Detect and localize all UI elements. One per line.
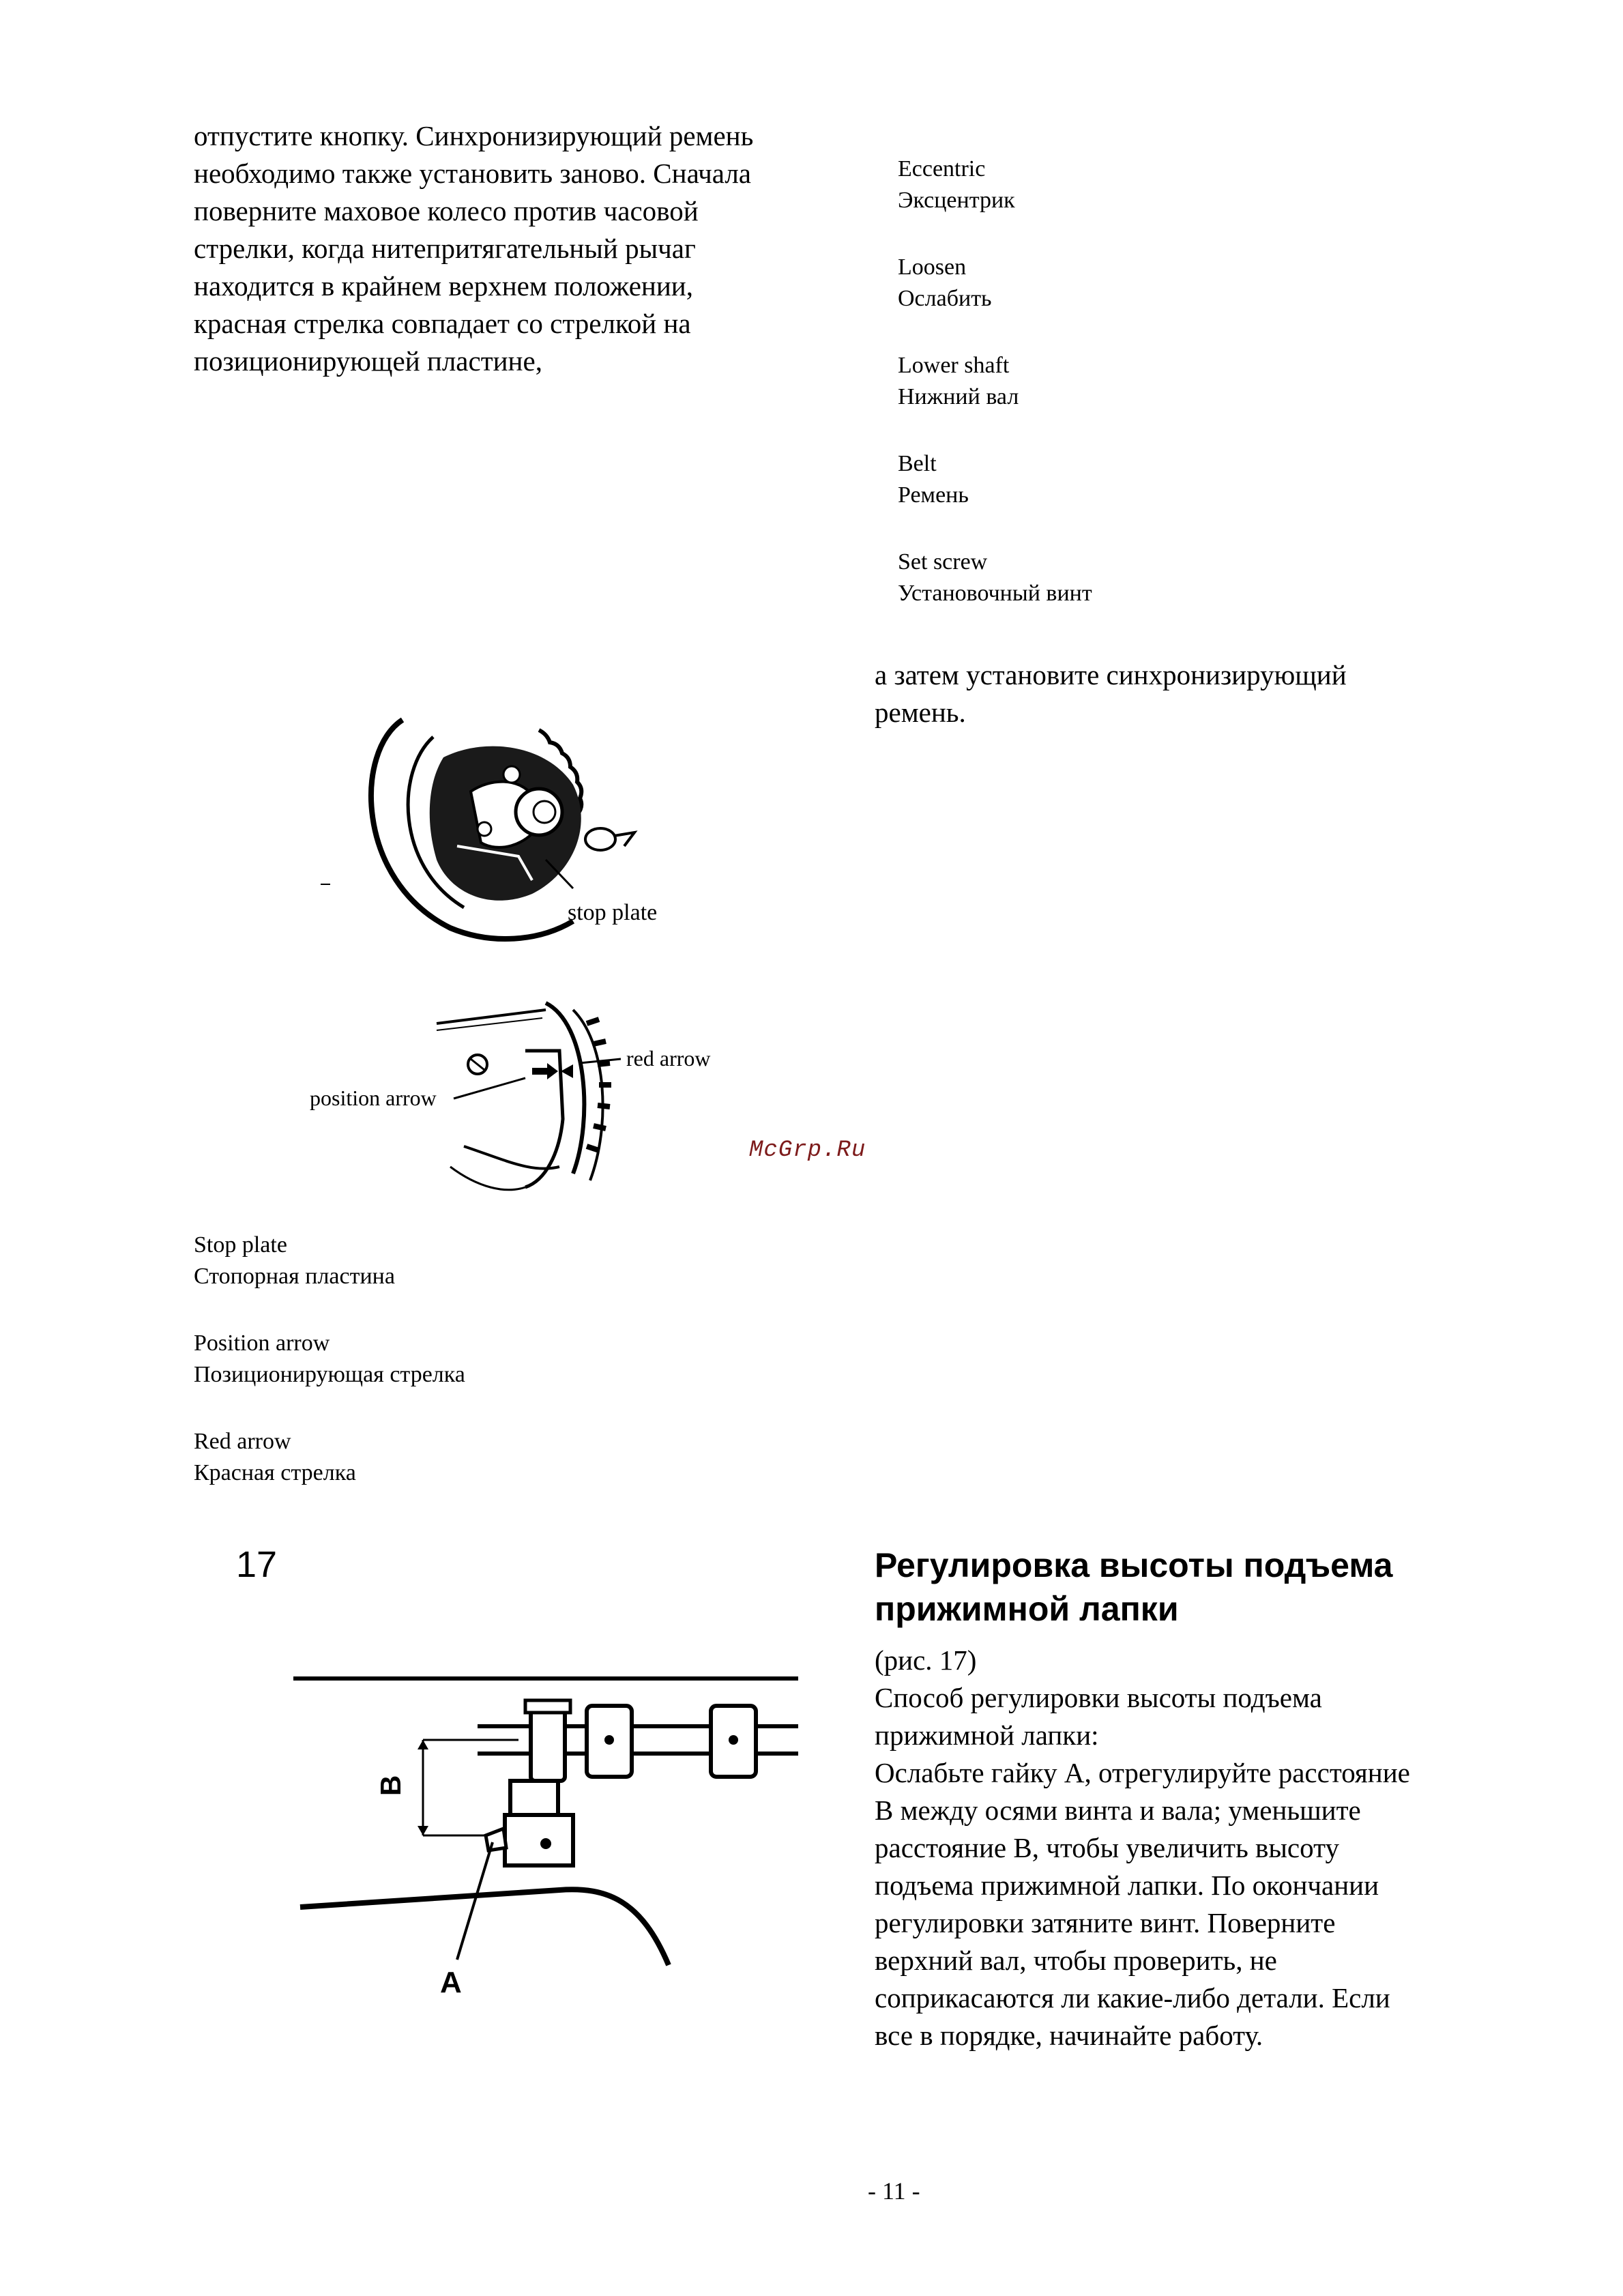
watermark: McGrp.Ru: [749, 1137, 866, 1163]
legend-item-ru: Ослабить: [898, 286, 992, 311]
red-arrow-label: red arrow: [626, 1046, 711, 1071]
legend-item: [898, 448, 1375, 511]
text-line: (рис. 17): [875, 1644, 977, 1676]
legend-item-en: Loosen: [898, 255, 967, 280]
nut-a-label: A: [440, 1966, 462, 1999]
text-line: а затем установите синхронизирующий: [875, 659, 1347, 691]
text-line: стрелки, когда нитепритягательный рычаг: [194, 233, 696, 264]
continuation-paragraph: [875, 656, 1557, 731]
section-body: [875, 1642, 1598, 2054]
legend-item-ru: Эксцентрик: [898, 188, 1015, 213]
figure-number: 17: [236, 1544, 278, 1585]
legend-item-ru: Ремень: [898, 482, 969, 508]
legend-item-en: Belt: [898, 451, 937, 476]
heading-line: Регулировка высоты подъема: [875, 1546, 1393, 1584]
arrow-alignment-figure: [300, 983, 737, 1201]
position-arrow-label: position arrow: [310, 1086, 437, 1110]
legend-item-en: Eccentric: [898, 156, 986, 181]
legend-item-en: Set screw: [898, 549, 988, 575]
text-line: подъема прижимной лапки. По окончании: [875, 1870, 1379, 1901]
stop-plate-figure: [314, 710, 778, 955]
legend-item-ru: Нижний вал: [898, 384, 1019, 409]
text-line: регулировки затяните винт. Поверните: [875, 1907, 1336, 1938]
stop-plate-label: stop plate: [568, 900, 658, 925]
text-line: ремень.: [875, 697, 966, 728]
legend-item: [898, 350, 1375, 413]
text-line: необходимо также установить заново. Сначала: [194, 158, 751, 189]
bottom-legend: [194, 1230, 671, 1524]
text-line: верхний вал, чтобы проверить, не: [875, 1945, 1277, 1976]
text-line: позиционирующей пластине,: [194, 345, 542, 377]
page-number: - 11 -: [868, 2177, 920, 2205]
text-line: расстояние В, чтобы увеличить высоту: [875, 1832, 1339, 1863]
section-heading: [875, 1543, 1591, 1631]
top-legend: [898, 154, 1375, 645]
text-line: находится в крайнем верхнем положении,: [194, 270, 693, 302]
text-line: соприкасаются ли какие-либо детали. Если: [875, 1982, 1390, 2014]
text-line: Способ регулировки высоты подъема: [875, 1682, 1322, 1713]
legend-item-ru: Красная стрелка: [194, 1460, 356, 1485]
legend-item: [898, 154, 1375, 216]
legend-item: [194, 1426, 671, 1489]
text-line: прижимной лапки:: [875, 1719, 1099, 1751]
text-line: красная стрелка совпадает со стрелкой на: [194, 308, 691, 339]
legend-item: [898, 547, 1375, 609]
legend-item-ru: Установочный винт: [898, 581, 1092, 606]
text-line: поверните маховое колесо против часовой: [194, 195, 699, 227]
dimension-b-label: B: [375, 1775, 407, 1796]
legend-item-en: Lower shaft: [898, 353, 1010, 378]
heading-line: прижимной лапки: [875, 1590, 1179, 1628]
intro-paragraph: [194, 117, 876, 380]
legend-item: [194, 1230, 671, 1292]
text-line: В между осями винта и вала; уменьшите: [875, 1794, 1361, 1826]
text-line: все в порядке, начинайте работу.: [875, 2020, 1263, 2051]
legend-item-ru: Позиционирующая стрелка: [194, 1362, 465, 1387]
text-line: Ослабьте гайку А, отрегулируйте расстояние: [875, 1757, 1410, 1788]
legend-item-en: Stop plate: [194, 1232, 287, 1258]
legend-item: [194, 1328, 671, 1391]
legend-item-ru: Стопорная пластина: [194, 1264, 395, 1289]
figure-17-diagram: [287, 1665, 805, 2006]
legend-item-en: Red arrow: [194, 1429, 291, 1454]
legend-item: [898, 252, 1375, 315]
legend-item-en: Position arrow: [194, 1331, 330, 1356]
text-line: отпустите кнопку. Синхронизирующий ремень: [194, 120, 754, 151]
